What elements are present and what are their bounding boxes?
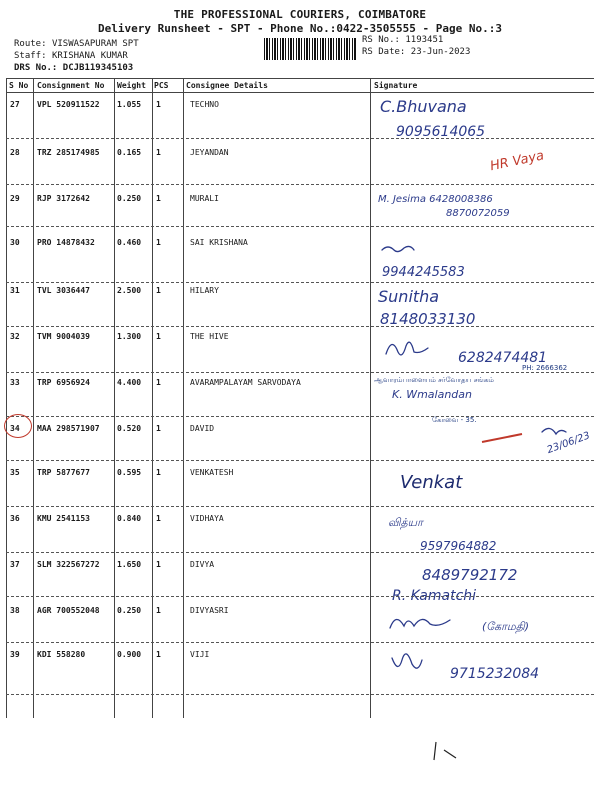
row-divider (6, 138, 594, 139)
cell-pcs: 1 (156, 650, 161, 659)
cell-sno: 37 (10, 560, 20, 569)
cell-sno: 29 (10, 194, 20, 203)
signature-phone: 8148033130 (380, 310, 476, 328)
rs-date-value: 23-Jun-2023 (410, 47, 471, 57)
cell-weight: 1.300 (117, 332, 142, 341)
row-divider (6, 372, 594, 373)
signature-cell (372, 648, 598, 718)
signature-phone: 9944245583 (382, 265, 465, 280)
cell-weight: 4.400 (117, 378, 142, 387)
col-header-signature: Signature (374, 81, 418, 90)
signature-text: R. Kamatchi (392, 588, 477, 604)
cell-pcs: 1 (156, 560, 161, 569)
cell-consignment: TRP 6956924 (37, 378, 90, 387)
cell-sno: 34 (10, 424, 20, 433)
stamp-signature: K. Wmalandan (392, 388, 473, 401)
cell-consignee: DAVID (190, 424, 215, 433)
signature-phone: 9715232084 (450, 666, 540, 682)
row-divider (6, 226, 594, 227)
cell-weight: 0.520 (117, 424, 142, 433)
rs-date-line: RS Date: 23-Jun-2023 (362, 47, 471, 57)
cell-sno: 32 (10, 332, 20, 341)
row-divider (6, 506, 594, 507)
cell-consignment: PRO 14878432 (37, 238, 95, 247)
signature-phone: 9597964882 (420, 539, 497, 553)
cell-pcs: 1 (156, 378, 161, 387)
cell-consignee: VIDHAYA (190, 514, 224, 523)
signature-text: (கோமதி) (482, 620, 530, 633)
cell-weight: 1.055 (117, 100, 142, 109)
cell-pcs: 1 (156, 606, 161, 615)
route-value: VISWASAPURAM SPT (51, 39, 139, 49)
cell-pcs: 1 (156, 286, 161, 295)
cell-consignee: SAI KRISHANA (190, 238, 248, 247)
row-divider (6, 460, 594, 461)
cell-weight: 0.250 (117, 606, 142, 615)
cell-consignee: TECHNO (190, 100, 219, 109)
row-divider (6, 694, 594, 695)
rs-no-value: 1193451 (405, 35, 444, 45)
cell-consignment: KMU 2541153 (37, 514, 90, 523)
cell-weight: 0.900 (117, 650, 142, 659)
cell-pcs: 1 (156, 424, 161, 433)
stamp-line3: கோவை - 35. (432, 416, 477, 424)
drs-line: DRS No.: DCJB119345103 (14, 63, 134, 73)
cell-weight: 0.460 (117, 238, 142, 247)
table-top-border (6, 78, 594, 79)
cell-consignment: TVL 3036447 (37, 286, 90, 295)
meta-right (362, 34, 470, 58)
cell-pcs: 1 (156, 238, 161, 247)
cell-pcs: 1 (156, 100, 161, 109)
cell-consignee: HILARY (190, 286, 219, 295)
cell-consignment: VPL 520911522 (37, 100, 100, 109)
signature-scribble (392, 654, 422, 668)
stamp-phone: PH: 2666362 (522, 364, 568, 372)
signature-scribble (390, 619, 450, 628)
row-divider (6, 326, 594, 327)
cell-pcs: 1 (156, 194, 161, 203)
cell-pcs: 1 (156, 468, 161, 477)
signature-scribble (386, 342, 428, 355)
cell-weight: 2.500 (117, 286, 142, 295)
cell-pcs: 1 (156, 332, 161, 341)
cell-sno: 36 (10, 514, 20, 523)
signature-scribble (542, 428, 566, 434)
cell-weight: 1.650 (117, 560, 142, 569)
red-strike-mark (482, 434, 522, 442)
route-line: Route: VISWASAPURAM SPT (14, 39, 139, 49)
cell-consignee: MURALI (190, 194, 219, 203)
signature-text: HR Vaya (488, 148, 546, 175)
row-divider (6, 184, 594, 185)
signature-scribble (382, 246, 414, 251)
signature-text: Venkat (400, 472, 463, 493)
signature-phone: 8489792172 (422, 566, 518, 584)
cell-weight: 0.840 (117, 514, 142, 523)
col-header-sno: S No (9, 81, 29, 90)
signature-text: Sunitha (378, 287, 440, 306)
cell-consignment: RJP 3172642 (37, 194, 90, 203)
signature-date: 23/06/23 (545, 430, 592, 457)
cell-sno: 33 (10, 378, 20, 387)
row-divider (6, 282, 594, 283)
cell-weight: 0.595 (117, 468, 142, 477)
cell-consignment: MAA 298571907 (37, 424, 100, 433)
cell-pcs: 1 (156, 148, 161, 157)
staff-value: KRISHANA KUMAR (51, 51, 128, 61)
barcode (264, 38, 356, 60)
col-header-weight: Weight (117, 81, 146, 90)
cell-consignee: JEYANDAN (190, 148, 229, 157)
table-row (0, 648, 600, 718)
signature-text: C.Bhuvana (380, 97, 467, 116)
cell-weight: 0.165 (117, 148, 142, 157)
cell-consignee: THE HIVE (190, 332, 229, 341)
staff-line: Staff: KRISHANA KUMAR (14, 51, 128, 61)
runsheet-title: Delivery Runsheet - SPT - Phone No.:0422-3505555 - Page No.:3 (98, 22, 502, 35)
cell-consignment: TVM 9004039 (37, 332, 90, 341)
cell-consignee: VENKATESH (190, 468, 234, 477)
pen-mark (430, 738, 470, 768)
cell-consignment: TRZ 285174985 (37, 148, 100, 157)
cell-sno: 31 (10, 286, 20, 295)
signature-phone: 6282474481 (458, 350, 548, 366)
signature-phone: 8870072059 (446, 208, 510, 219)
cell-consignment: AGR 700552048 (37, 606, 100, 615)
cell-consignee: DIVYA (190, 560, 215, 569)
cell-consignment: KDI 558280 (37, 650, 86, 659)
drs-value: DCJB119345103 (62, 63, 134, 73)
signature-text: M. Jesima 6428008386 (378, 194, 493, 205)
meta-left (14, 38, 139, 74)
cell-sno: 39 (10, 650, 20, 659)
cell-sno: 27 (10, 100, 20, 109)
cell-pcs: 1 (156, 514, 161, 523)
signature-phone: 9095614065 (396, 124, 486, 140)
row-divider (6, 642, 594, 643)
cell-sno: 35 (10, 468, 20, 477)
row-divider (6, 552, 594, 553)
company-title: THE PROFESSIONAL COURIERS, COIMBATORE (173, 8, 427, 21)
cell-consignee: VIJI (190, 650, 210, 659)
cell-consignment: TRP 5877677 (37, 468, 90, 477)
header-bottom-border (6, 92, 594, 93)
cell-consignment: SLM 322567272 (37, 560, 100, 569)
cell-consignee: AVARAMPALAYAM SARVODAYA (190, 378, 301, 387)
row-divider (6, 416, 594, 417)
signature-text: வித்யா (388, 516, 423, 529)
cell-consignee: DIVYASRI (190, 606, 229, 615)
cell-weight: 0.250 (117, 194, 142, 203)
cell-sno: 28 (10, 148, 20, 157)
col-header-consignment: Consignment No (37, 81, 105, 90)
col-header-consignee: Consignee Details (186, 81, 268, 90)
row-divider (6, 596, 594, 597)
cell-sno: 38 (10, 606, 20, 615)
stamp-line1: ஆவாரம்பாளையம் சர்வோதய சங்கம் (374, 376, 494, 384)
cell-sno: 30 (10, 238, 20, 247)
col-header-pcs: PCS (154, 81, 169, 90)
rs-no-line: RS No.: 1193451 (362, 35, 444, 45)
